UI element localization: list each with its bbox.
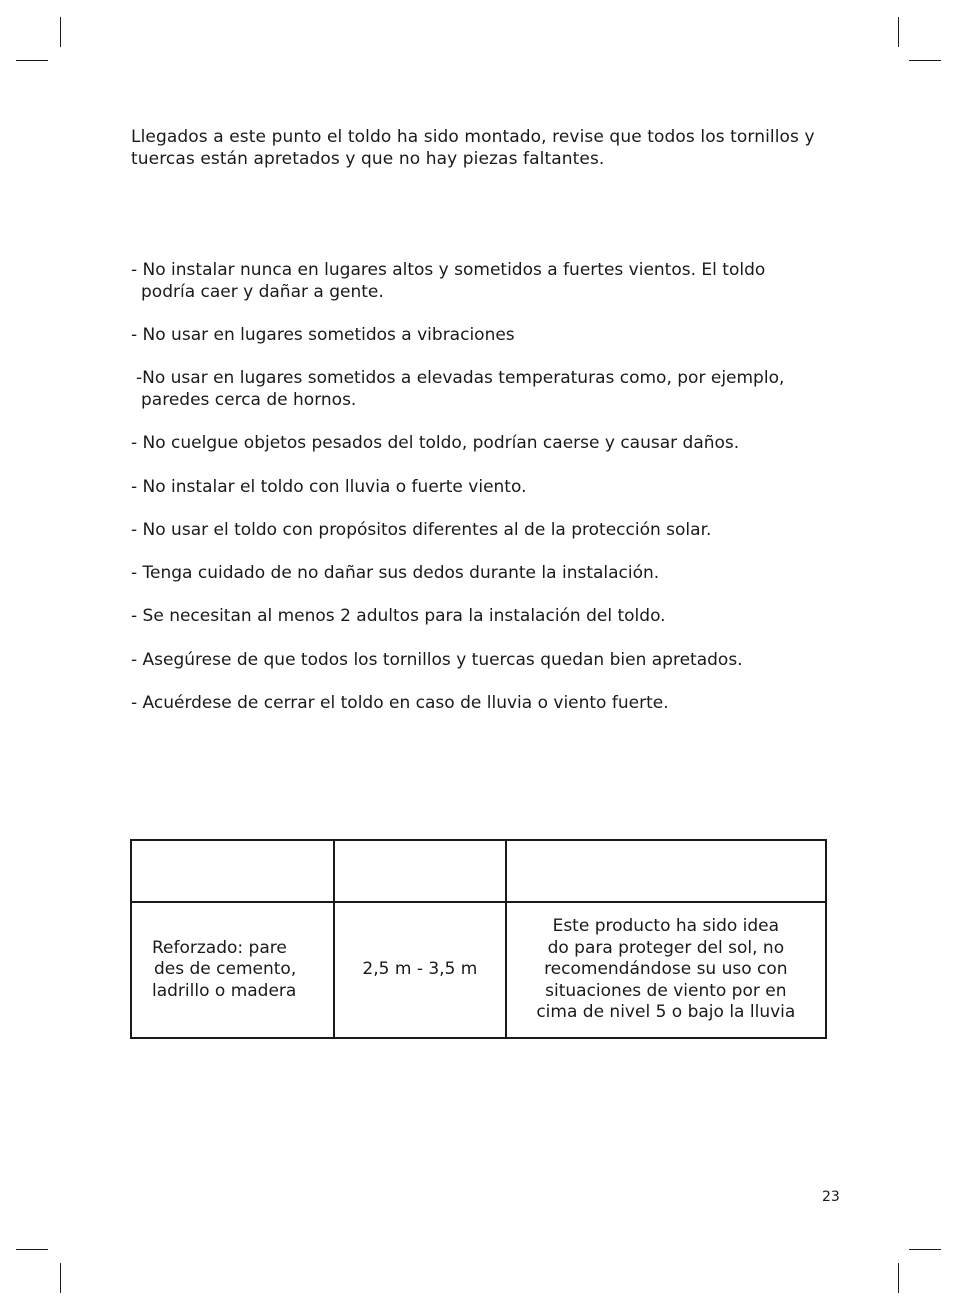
- warning-line: - No usar en lugares sometidos a vibraciones: [131, 325, 515, 345]
- warning-item: [131, 562, 851, 605]
- header-cell-notes: [506, 840, 826, 902]
- header-cell-height: [334, 840, 506, 902]
- notes-line: cima de nivel 5 o bajo la lluvia: [536, 1002, 796, 1023]
- crop-mark-bottom-left-h: [16, 1249, 48, 1250]
- warning-line: - No instalar el toldo con lluvia o fuerte viento.: [131, 476, 527, 497]
- warning-line-continued: podría caer y dañar a gente.: [141, 282, 384, 302]
- crop-mark-bottom-right-v: [898, 1263, 899, 1293]
- warning-item: [131, 519, 851, 562]
- warning-item: [131, 605, 851, 648]
- crop-mark-top-left-h: [16, 60, 48, 61]
- header-cell-surface: [131, 840, 334, 902]
- warning-line: - Se necesitan al menos 2 adultos para la instalación del toldo.: [131, 606, 666, 627]
- specifications-table: [130, 839, 827, 1039]
- warning-item: [131, 432, 851, 475]
- cell-notes: [506, 902, 826, 1038]
- warnings-list: [131, 259, 851, 735]
- cell-surface: [131, 902, 334, 1038]
- surface-line: Reforzado: pare: [152, 937, 287, 958]
- warning-item: [131, 324, 851, 367]
- warning-item: [131, 476, 851, 519]
- warning-line: - Asegúrese de que todos los tornillos y tuercas quedan bien apretados.: [131, 649, 743, 670]
- warning-line-continued: paredes cerca de hornos.: [141, 390, 357, 411]
- page-number: 23: [822, 1189, 840, 1205]
- warning-line: - No cuelgue objetos pesados del toldo, podrían caerse y causar daños.: [131, 433, 740, 454]
- height-range: 2,5 m - 3,5 m: [362, 959, 478, 980]
- table-row: [131, 902, 826, 1038]
- notes-line: situaciones de viento por en: [545, 980, 787, 1001]
- warning-line: - No usar el toldo con propósitos diferentes al de la protección solar.: [131, 519, 712, 540]
- cell-height: [334, 902, 506, 1038]
- crop-mark-top-right-v: [898, 17, 899, 47]
- warning-item: [131, 367, 851, 432]
- crop-mark-top-left-v: [60, 17, 61, 47]
- warning-line: -No usar en lugares sometidos a elevadas temperaturas como, por ejemplo,: [136, 368, 785, 389]
- warning-line: - Tenga cuidado de no dañar sus dedos durante la instalación.: [131, 563, 660, 584]
- warning-item: [131, 259, 851, 324]
- surface-line: des de cemento,: [154, 959, 297, 980]
- warning-item: [131, 649, 851, 692]
- crop-mark-top-right-h: [909, 60, 941, 61]
- notes-line: recomendándose su uso con: [544, 959, 788, 980]
- warning-item: [131, 692, 851, 735]
- notes-line: Este producto ha sido idea: [552, 916, 780, 937]
- crop-mark-bottom-right-h: [909, 1249, 941, 1250]
- crop-mark-bottom-left-v: [60, 1263, 61, 1293]
- intro-paragraph: Llegados a este punto el toldo ha sido montado, revise que todos los tornillos y tuercas están apretados y que no hay piezas faltantes.: [131, 127, 815, 169]
- warning-line: - Acuérdese de cerrar el toldo en caso de lluvia o viento fuerte.: [131, 693, 669, 714]
- notes-line: do para proteger del sol, no: [547, 937, 785, 958]
- table-header-row: [131, 840, 826, 902]
- surface-line: ladrillo o madera: [152, 980, 297, 1001]
- warning-line: - No instalar nunca en lugares altos y sometidos a fuertes vientos. El toldo: [131, 260, 766, 280]
